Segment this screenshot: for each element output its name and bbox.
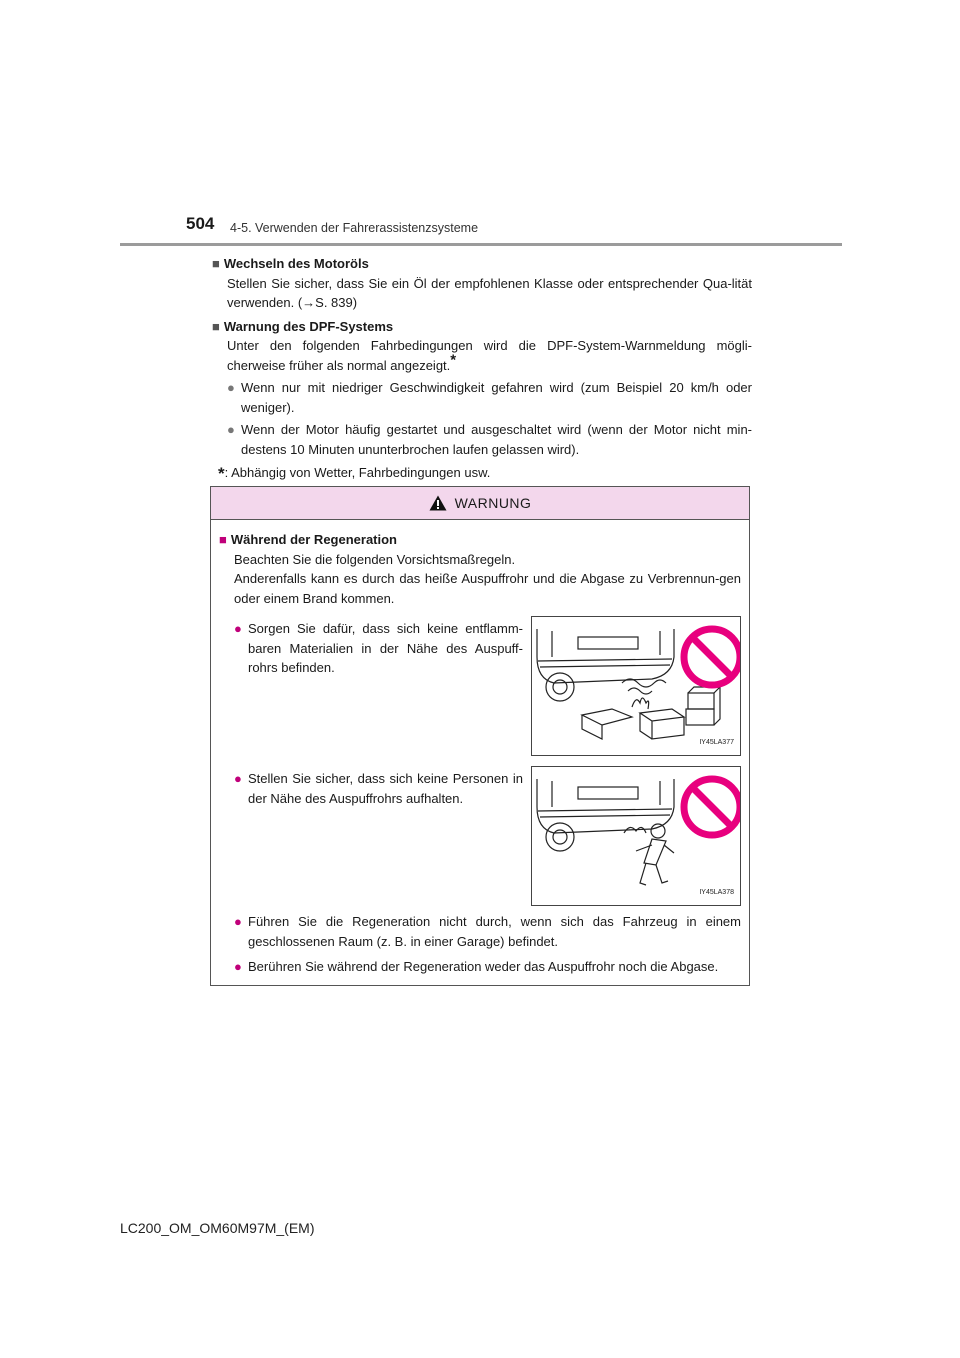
- warning-intro: Anderenfalls kann es durch das heiße Auspuffrohr und die Abgase zu Verbrennun-gen oder einem Brand kommen.: [234, 571, 741, 606]
- footnote: *: Abhängig von Wetter, Fahrbedingungen usw.: [218, 464, 491, 483]
- list-item: ● Berühren Sie während der Regeneration weder das Auspuffrohr noch die Abgase.: [219, 957, 741, 977]
- section-text: Stellen Sie sicher, dass Sie ein Öl der empfohlenen Klasse oder entsprechender Qua-lität verwenden. (→S. 839): [227, 275, 752, 310]
- square-bullet-icon: ■: [212, 256, 220, 271]
- section-heading: ■ Warnung des DPF-Systems: [212, 318, 394, 334]
- circle-bullet-icon: ●: [234, 621, 242, 636]
- list-item: ● Stellen Sie sicher, dass sich keine Personen in der Nähe des Auspuffrohrs aufhalten.: [219, 769, 531, 906]
- warning-body: [211, 520, 749, 977]
- list-item: ● Wenn der Motor häufig gestartet und ausgeschaltet wird (wenn der Motor nicht min-destens 10 Minuten ununterbrochen laufen gelassen wird).: [212, 420, 752, 459]
- circle-bullet-icon: ●: [234, 959, 242, 974]
- section-text: Unter den folgenden Fahrbedingungen wird die DPF-System-Warnmeldung mögli-cherweise früher als normal angezeigt.*: [227, 338, 752, 373]
- section-title: 4-5. Verwenden der Fahrerassistenzsysteme: [230, 221, 479, 235]
- square-bullet-icon: ■: [212, 318, 220, 334]
- warning-intro: Beachten Sie die folgenden Vorsichtsmaßregeln.: [234, 551, 516, 567]
- figure-code: IY45LA378: [699, 888, 734, 896]
- circle-bullet-icon: ●: [227, 380, 235, 395]
- circle-bullet-icon: ●: [234, 914, 242, 929]
- circle-bullet-icon: ●: [234, 771, 242, 786]
- warning-triangle-icon: [429, 495, 447, 511]
- illustration-flammable-materials: [531, 616, 741, 756]
- main-content: [212, 254, 752, 484]
- warning-box: [210, 486, 750, 986]
- warning-figure-row: [219, 766, 741, 906]
- footnote-mark: *: [450, 351, 457, 369]
- section-heading: ■ Wechseln des Motoröls: [212, 256, 369, 271]
- list-item: ● Sorgen Sie dafür, dass sich keine entflamm-baren Materialien in der Nähe des Auspuff-rohrs befinden.: [219, 619, 531, 756]
- list-item: ● Führen Sie die Regeneration nicht durch, wenn sich das Fahrzeug in einem geschlossenen Raum (z. B. in einer Garage) befindet.: [219, 912, 741, 951]
- warning-header: [211, 487, 749, 520]
- circle-bullet-icon: ●: [227, 422, 235, 437]
- page-number: 504: [186, 214, 215, 233]
- warning-figure-row: [219, 616, 741, 756]
- illustration-person-near-exhaust: [531, 766, 741, 906]
- list-item: ● Wenn nur mit niedriger Geschwindigkeit gefahren wird (zum Beispiel 20 km/h oder weniger).: [212, 378, 752, 417]
- document-id: LC200_OM_OM60M97M_(EM): [120, 1220, 315, 1236]
- warning-title: WARNUNG: [454, 495, 532, 511]
- square-bullet-icon: ■: [219, 532, 227, 547]
- figure-code: IY45LA377: [699, 738, 734, 746]
- warning-heading: ■ Während der Regeneration: [219, 532, 397, 547]
- header-rule: [120, 243, 842, 246]
